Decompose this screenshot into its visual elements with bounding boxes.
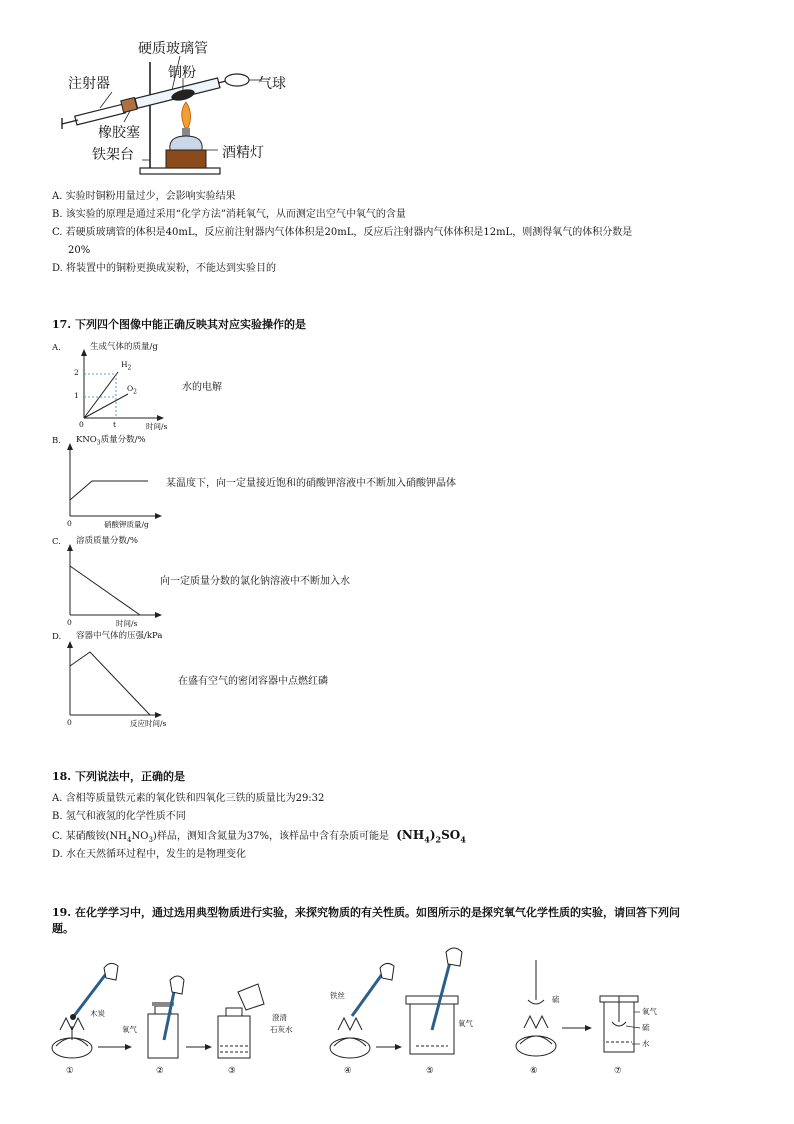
q19-label-sulfur-2: 硫 (642, 1023, 650, 1032)
graph-a-letter: A. (52, 343, 61, 353)
graph-a-o2-label: $O_2$ (127, 384, 137, 396)
graph-a-xlabel: 时间/s (146, 422, 168, 431)
graph-d-ylabel: 容器中气体的压强/kPa (76, 631, 163, 641)
step7-bottle-water (600, 996, 640, 1052)
label-lamp: 酒精灯 (222, 145, 264, 161)
q16-option-c-cont: 20% (68, 245, 91, 256)
label-tube: 硬质玻璃管 (138, 41, 208, 57)
label-stopper: 橡胶塞 (98, 125, 140, 141)
step4-lamp-ironwire (330, 963, 402, 1058)
q17-title: 17. 下列四个图像中能正确反映其对应实验操作的是 (52, 318, 306, 331)
q16-option-a: A. 实验时铜粉用量过少，会影响实验结果 (52, 191, 236, 202)
graph-b-ylabel: $KNO_3$质量分数/% (76, 435, 146, 447)
q19-label-sulfur: 硫 (552, 995, 560, 1004)
label-stand: 铁架台 (92, 147, 134, 163)
graph-a-xtick-t: t (113, 420, 117, 429)
graph-a-ytick-2: 2 (74, 368, 79, 377)
graph-a-ylabel: 生成气体的质量/g (90, 342, 158, 352)
graph-a-origin: 0 (79, 420, 84, 429)
q16-option-c: C. 若硬质玻璃管的体积是40mL，反应前注射器内气体体积是20mL，反应后注射器内气体体积是12mL，则测得氧气的体积分数是 (52, 227, 633, 238)
step-label-6: ⑥ (530, 1066, 538, 1076)
graph-b-desc: 某温度下，向一定量接近饱和的硝酸钾溶液中不断加入硝酸钾晶体 (166, 478, 456, 489)
q18-option-a: A. 含相等质量铁元素的氧化铁和四氧化三铁的质量比为29:32 (52, 793, 325, 804)
q19-label-oxygen-2: 氧气 (458, 1019, 473, 1028)
graph-a-h2-label: $H_2$ (121, 360, 132, 372)
graph-b-letter: B. (52, 436, 61, 446)
q18-option-d: D. 水在天然循环过程中，发生的是物理变化 (52, 849, 247, 860)
label-copper: 铜粉 (168, 65, 196, 81)
graph-a-ytick-1: 1 (74, 391, 79, 400)
graph-d-origin: 0 (67, 718, 72, 727)
graph-a-desc: 水的电解 (182, 382, 222, 393)
q19-label-limewater-2: 石灰水 (270, 1025, 293, 1034)
q19-title-line2: 题。 (52, 922, 74, 935)
step-label-2: ② (156, 1066, 164, 1076)
graph-d-xlabel: 反应时间/s (130, 719, 167, 728)
step-label-1: ① (66, 1066, 74, 1076)
q16-option-d: D. 将装置中的铜粉更换成炭粉，不能达到实验目的 (52, 263, 277, 274)
impurity-formula: $(NH_4)_2SO_4$ (396, 828, 466, 845)
step-label-7: ⑦ (614, 1066, 622, 1076)
q18-option-c: C. 某硝酸铵$(NH_4NO_3)$样品，测知含氮量为37%，该样品中含有杂质可能是 $(NH_4)_2SO_4$ (52, 828, 466, 845)
graph-c-xlabel: 时间/s (116, 619, 138, 628)
step-label-3: ③ (228, 1066, 236, 1076)
label-syringe: 注射器 (68, 76, 110, 92)
graph-d-desc: 在盛有空气的密闭容器中点燃红磷 (178, 676, 328, 687)
q19-label-ironwire: 铁丝 (330, 991, 345, 1000)
q16-option-b: B. 该实验的原理是通过采用“化学方法”消耗氧气，从而测定出空气中氧气的含量 (52, 209, 406, 220)
label-balloon: 气球 (258, 76, 286, 92)
graph-c-letter: C. (52, 537, 61, 547)
step5-oxygen-bottle (406, 948, 462, 1054)
q19-label-limewater-1: 澄清 (272, 1013, 287, 1022)
step-label-5: ⑤ (426, 1066, 434, 1076)
graph-c-origin: 0 (67, 618, 72, 627)
step3-limewater-bottle (218, 984, 264, 1058)
graph-b-xlabel: 硝酸钾质量/g (104, 520, 149, 529)
q19-label-oxygen-3: 氧气 (642, 1007, 657, 1016)
q18-option-b: B. 氢气和液氢的化学性质不同 (52, 811, 186, 822)
q19-label-oxygen: 氧气 (122, 1025, 137, 1034)
graph-b-origin: 0 (67, 519, 72, 528)
graph-d-letter: D. (52, 632, 62, 642)
step2-oxygen-bottle (148, 976, 212, 1058)
graph-c-ylabel: 溶质质量分数/% (76, 536, 138, 546)
graph-c-desc: 向一定质量分数的氯化钠溶液中不断加入水 (160, 576, 350, 587)
step6-lamp-sulfur (516, 960, 592, 1056)
q19-title-line1: 19. 在化学学习中，通过选用典型物质进行实验，来探究物质的有关性质。如图所示的是探究氧气化学性质的实验，请回答下列问 (52, 906, 680, 919)
step-label-4: ④ (344, 1066, 352, 1076)
q19-label-water: 水 (642, 1039, 650, 1048)
q18-title: 18. 下列说法中，正确的是 (52, 770, 185, 783)
q19-label-charcoal: 木炭 (90, 1009, 105, 1018)
